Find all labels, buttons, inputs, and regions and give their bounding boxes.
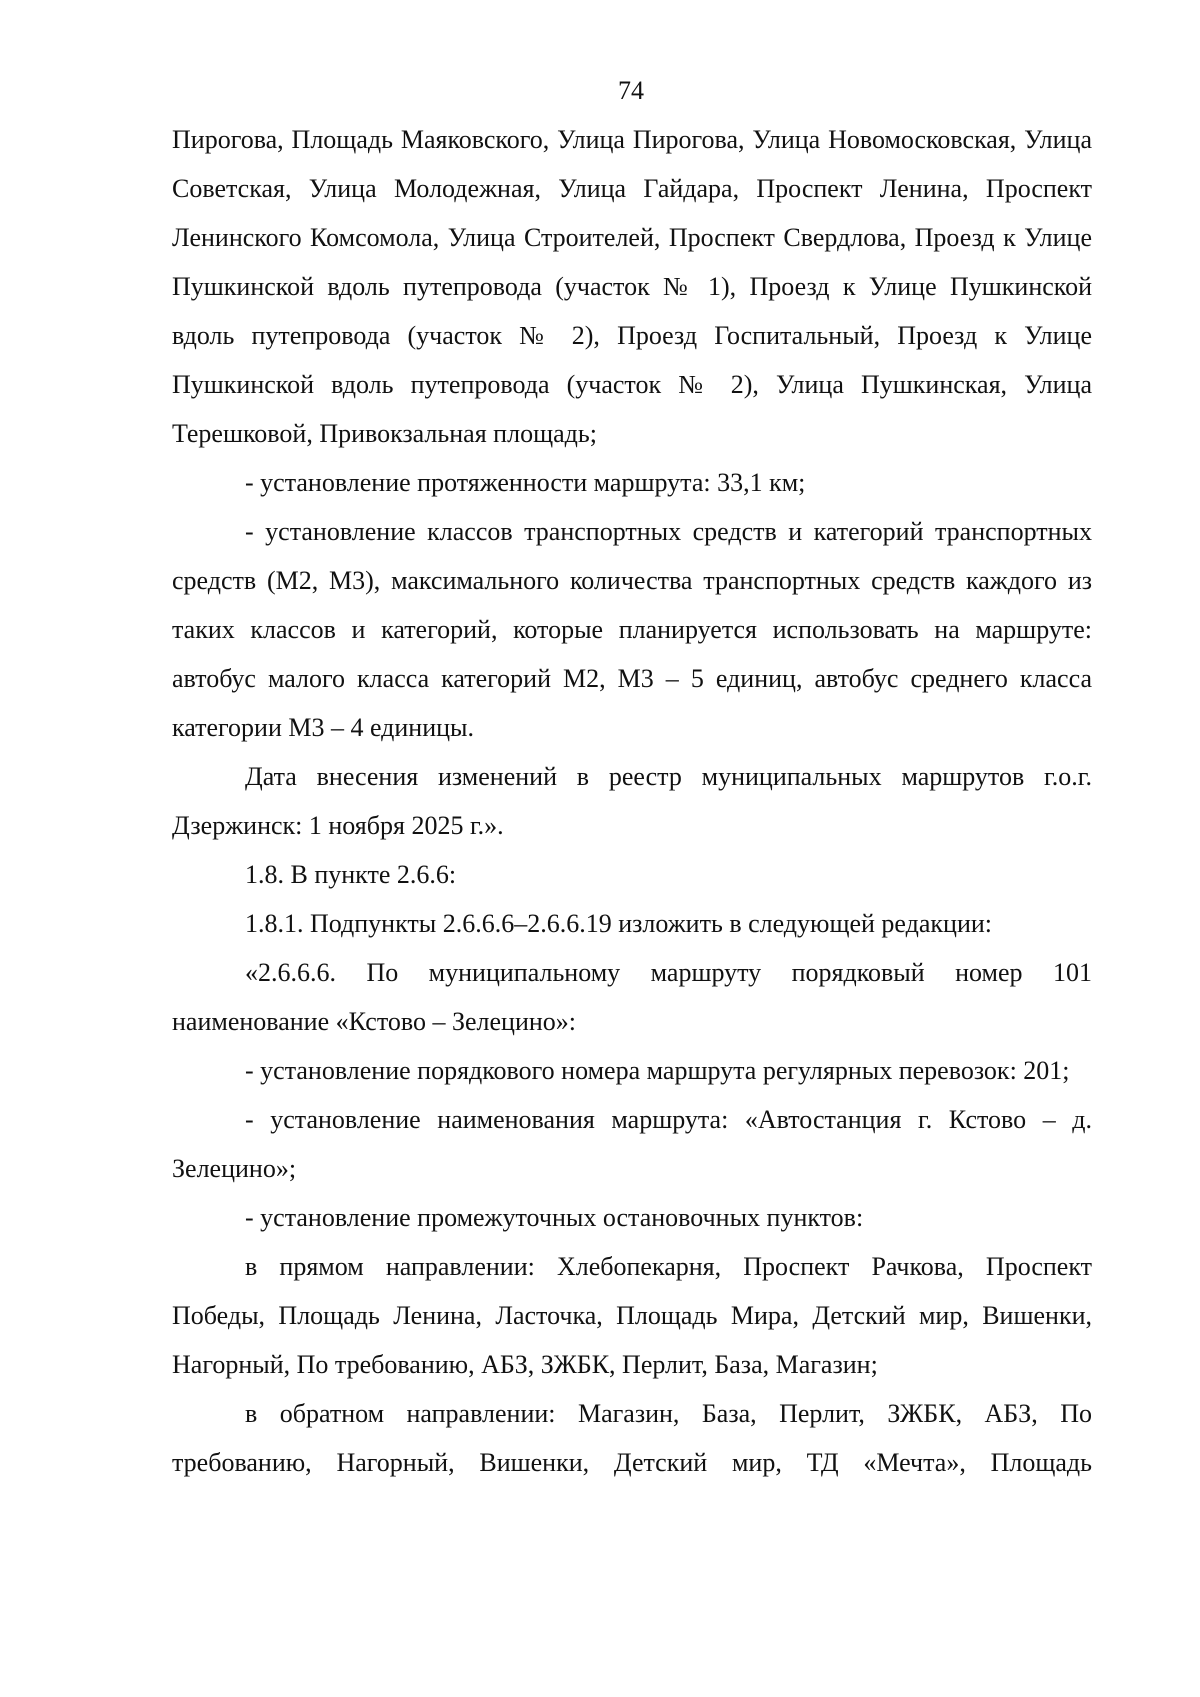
paragraph-route-name: - установление наименования маршрута: «Автостанция г. Кстово – д. Зелецино»; [172,1105,1092,1183]
page-number: 74 [618,76,644,105]
paragraph-route-2-6-6-6: «2.6.6.6. По муниципальному маршруту порядковый номер 101 наименование «Кстово – Зелецино»: [172,958,1092,1036]
paragraph-reverse-direction: в обратном направлении: Магазин, База, Перлит, ЗЖБК, АБЗ, По требованию, Нагорный, Вишенки, Детский мир, ТД «Мечта», Площадь [172,1399,1092,1477]
paragraph-route-number: - установление порядкового номера маршрута регулярных перевозок: 201; [245,1056,1070,1085]
paragraph-street-list: Пирогова, Площадь Маяковского, Улица Пирогова, Улица Новомосковская, Улица Советская, Улица Молодежная, Улица Гайдара, Проспект Ленина, Проспект Ленинского Комсомола, Улица Строителей, Проспект Свердлова, Проезд к Улице Пушкинской вдоль путепровода (участок № 1), Проезд к Улице Пушкинской вдоль путепровода (участок № 2), Проезд Госпитальный, Проезд к Улице Пушкинской вдоль путепровода (участок № 2), Улица Пушкинская, Улица Терешковой, Привокзальная площадь; [172,125,1092,448]
paragraph-item-1-8: 1.8. В пункте 2.6.6: [245,860,457,889]
paragraph-route-length: - установление протяженности маршрута: 33,1 км; [245,468,806,497]
paragraph-registry-date: Дата внесения изменений в реестр муниципальных маршрутов г.о.г. Дзержинск: 1 ноября 2025 г.». [172,762,1092,840]
paragraph-forward-direction: в прямом направлении: Хлебопекарня, Проспект Рачкова, Проспект Победы, Площадь Ленина, Ласточка, Площадь Мира, Детский мир, Вишенки, Нагорный, По требованию, АБЗ, ЗЖБК, Перлит, База, Магазин; [172,1252,1092,1379]
paragraph-item-1-8-1: 1.8.1. Подпункты 2.6.6.6–2.6.6.19 изложить в следующей редакции: [245,909,992,938]
paragraph-intermediate-stops: - установление промежуточных остановочных пунктов: [245,1203,864,1232]
paragraph-vehicle-classes: - установление классов транспортных средств и категорий транспортных средств (М2, М3), максимального количества транспортных средств каждого из таких классов и категорий, которые планируется использовать на маршруте: автобус малого класса категорий М2, М3 – 5 единиц, автобус среднего класса категории М3 – 4 единицы. [172,517,1092,742]
document-body [172,115,1092,1487]
